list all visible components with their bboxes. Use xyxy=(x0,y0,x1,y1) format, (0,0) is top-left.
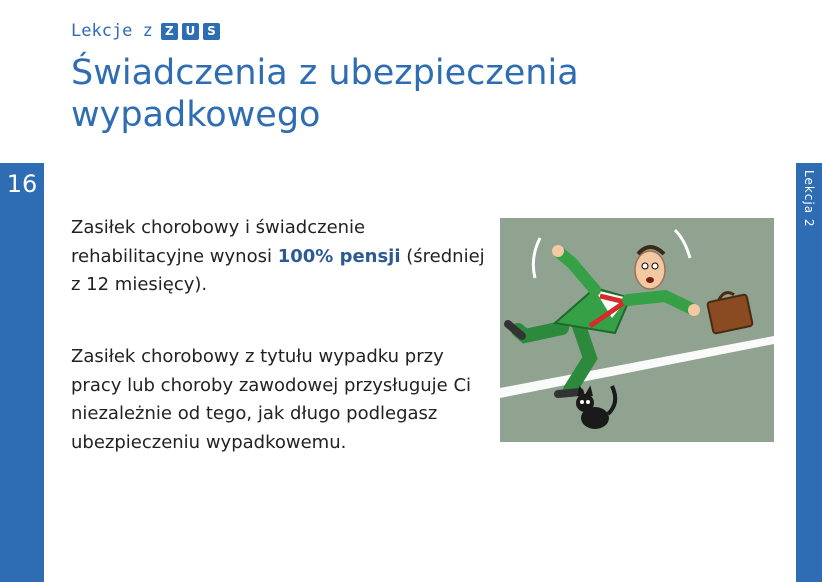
paragraph-accident-benefit: Zasiłek chorobowy z tytułu wypadku przy pracy lub choroby zawodowej przysługuje Ci niezależnie od tego, jak długo podlegasz ubezpieczeniu wypadkowemu. xyxy=(71,346,472,453)
cat-eye xyxy=(586,400,590,404)
man-left-hand xyxy=(552,245,564,257)
man-eye xyxy=(652,263,658,269)
brand-letter-u: U xyxy=(182,23,199,40)
man-head xyxy=(635,251,665,289)
man-eye xyxy=(642,263,648,269)
cat-eye xyxy=(580,400,584,404)
briefcase xyxy=(707,294,753,334)
left-side-bar xyxy=(0,163,44,582)
brand-letter-s: S xyxy=(203,23,220,40)
page-title: Świadczenia z ubezpieczenia wypadkowego xyxy=(71,53,579,135)
brand-prefix: Lekcje z xyxy=(71,21,153,41)
paragraph1-after: (średniej z 12 miesięcy). xyxy=(71,245,485,295)
paragraph1-emphasis: 100% pensji xyxy=(277,245,401,267)
man-right-hand xyxy=(688,304,700,316)
running-man-illustration xyxy=(500,218,774,442)
cat-head xyxy=(576,394,594,412)
page-number: 16 xyxy=(6,170,38,198)
brand-letter-z: Z xyxy=(161,23,178,40)
lesson-tag: Lekcja 2 xyxy=(802,170,816,228)
paragraph1-before: Zasiłek chorobowy i świadczenie rehabilitacyjne wynosi xyxy=(71,217,366,267)
man-mouth xyxy=(646,277,654,283)
man-front-shoe xyxy=(558,392,580,394)
brand-logo xyxy=(71,20,220,42)
paragraph-benefit-amount xyxy=(71,214,491,300)
